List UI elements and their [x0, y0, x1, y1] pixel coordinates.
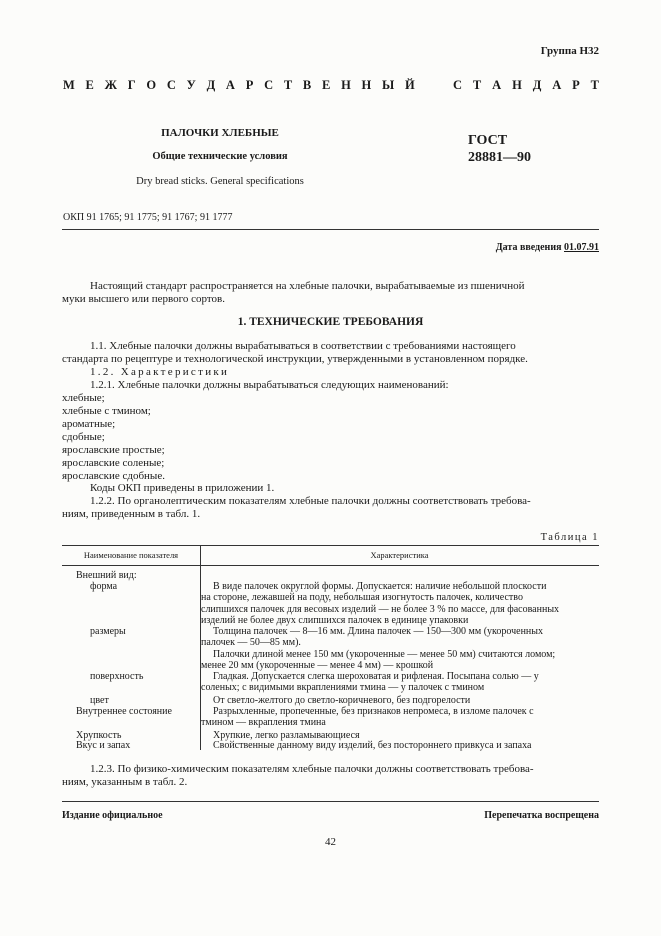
intro-line-2: муки высшего или первого сортов.: [62, 293, 225, 305]
banner-letter: Е: [321, 78, 331, 92]
table-row-characteristic-line: менее 20 мм (укороченные — менее 4 мм) — крошкой: [201, 659, 434, 671]
banner-letter: Ы: [382, 78, 395, 92]
document-subtitle: Общие технические условия: [152, 151, 288, 162]
table-1-caption: Таблица 1: [540, 532, 599, 543]
banner-letter: С: [264, 78, 274, 92]
p1-2-1: 1.2.1. Хлебные палочки должны вырабатываться следующих наименований:: [90, 379, 449, 391]
p1-1-line-1: 1.1. Хлебные палочки должны вырабатываться в соответствии с требованиями настоящего: [90, 340, 516, 352]
banner-letter: Й: [405, 78, 415, 92]
banner-letter: Р: [572, 78, 580, 92]
banner-letter: У: [186, 78, 196, 92]
banner-letter: В: [302, 78, 312, 92]
banner-letter: Т: [472, 78, 482, 92]
table-row-indicator: Внутреннее состояние: [76, 706, 172, 717]
table-row-characteristic-line: Разрыхленные, пропеченные, без признаков непромеса, в изломе палочек с: [213, 706, 534, 717]
table-row-characteristic-line: изделий не более двух слипшихся палочек в единице упаковки: [201, 614, 469, 626]
english-title: Dry bread sticks. General specifications: [136, 176, 304, 187]
table-row-indicator: Хрупкость: [76, 730, 122, 741]
p1-1-line-2: стандарта по рецептуре и технологической инструкции, утвержденными в установленном порядке.: [62, 353, 528, 365]
okp-codes: ОКП 91 1765; 91 1775; 91 1767; 91 1777: [63, 212, 233, 223]
banner-letter: Т: [283, 78, 293, 92]
intro-line-1: Настоящий стандарт распространяется на хлебные палочки, вырабатываемые из пшеничной: [90, 280, 525, 292]
effective-date: [496, 242, 599, 253]
p1-2-3-line-1: 1.2.3. По физико-химическим показателям хлебные палочки должны соответствовать требова-: [90, 763, 534, 775]
reprint-prohibited: Перепечатка воспрещена: [484, 810, 599, 821]
table-row-characteristic-line: тмином — вкрапления тмина: [201, 717, 326, 729]
p1-2-3-line-2: ниям, указанным в табл. 2.: [62, 776, 188, 788]
banner-letter: А: [552, 78, 562, 92]
banner-letter: Р: [245, 78, 254, 92]
stick-name-item: ароматные;: [62, 418, 116, 430]
gost-designation: [468, 132, 531, 166]
p1-2-heading: 1.2. Характеристики: [90, 366, 230, 378]
stick-name-item: хлебные с тмином;: [62, 405, 151, 417]
document-title: ПАЛОЧКИ ХЛЕБНЫЕ: [161, 127, 279, 139]
banner-letter: Е: [85, 78, 94, 92]
banner-letter: А: [492, 78, 502, 92]
table-row-characteristic-line: Гладкая. Допускается слегка шероховатая и рифленая. Посыпана солью — у: [213, 671, 539, 682]
banner-letter: Г: [127, 78, 136, 92]
date-label: Дата введения: [495, 242, 564, 253]
banner-letter: С: [166, 78, 176, 92]
page-number: 42: [325, 836, 336, 848]
official-edition: Издание официальное: [62, 810, 163, 821]
stick-name-item: сдобные;: [62, 431, 105, 443]
table-header-indicator: Наименование показателя: [83, 550, 179, 560]
stick-name-item: ярославские простые;: [62, 444, 165, 456]
banner-letter: А: [225, 78, 235, 92]
banner-letter: О: [146, 78, 157, 92]
table-row-characteristic-line: Палочки длиной менее 150 мм (укороченные — менее 50 мм) считаются ломом;: [213, 648, 556, 660]
banner-letter: Д: [532, 78, 542, 92]
table-row-indicator: форма: [90, 581, 118, 592]
banner-word-standard: [453, 78, 599, 93]
banner-letter: Д: [206, 78, 216, 92]
table-row-characteristic-line: слипшихся палочек для весовых изделий — не более 3 % по массе, для фасованных: [201, 603, 560, 615]
divider-footer: [62, 801, 599, 802]
table-row-characteristic-line: Хрупкие, легко разламывающиеся: [213, 730, 360, 741]
table-row-indicator: цвет: [90, 695, 109, 706]
banner-letter: С: [453, 78, 463, 92]
table-row-indicator: Вкус и запах: [76, 740, 131, 751]
okp-codes-note: Коды ОКП приведены в приложении 1.: [90, 482, 275, 494]
stick-name-item: ярославские сдобные.: [62, 470, 165, 482]
table-row-indicator: поверхность: [90, 671, 144, 682]
banner-word-interstate: [63, 78, 415, 93]
interstate-standard-banner: [63, 78, 599, 93]
banner-letter: Н: [361, 78, 372, 92]
banner-letter: М: [63, 78, 75, 92]
section-1-title: 1. ТЕХНИЧЕСКИЕ ТРЕБОВАНИЯ: [237, 316, 424, 328]
p1-2-2-line-1: 1.2.2. По органолептическим показателям хлебные палочки должны соответствовать требова-: [90, 495, 531, 507]
gost-label: ГОСТ: [468, 133, 508, 148]
table-row-characteristic-line: Толщина палочек — 8—16 мм. Длина палочек — 150—300 мм (укороченных: [213, 626, 544, 637]
group-code: Группа Н32: [540, 45, 599, 57]
table-header-rule: [62, 565, 599, 566]
banner-letter: Н: [512, 78, 522, 92]
banner-letter: Ж: [104, 78, 117, 92]
table-row-characteristic-line: соленых; с видимыми вкраплениями тмина — у палочек с тмином: [201, 682, 485, 694]
divider-top: [62, 229, 599, 230]
table-row-indicator: Внешний вид:: [76, 570, 137, 581]
date-value: 01.07.91: [564, 242, 599, 253]
table-row-characteristic-line: палочек — 50—85 мм).: [201, 637, 301, 649]
table-row-characteristic-line: Свойственные данному виду изделий, без постороннего привкуса и запаха: [213, 740, 532, 751]
banner-letter: Н: [341, 78, 351, 92]
p1-2-2-line-2: ниям, приведенным в табл. 1.: [62, 508, 201, 520]
table-row-indicator: размеры: [90, 626, 126, 637]
table-row-characteristic-line: на стороне, лежавшей на поду, небольшая изогнутость палочек, количество: [201, 592, 523, 604]
gost-number: 28881—90: [468, 150, 531, 165]
stick-name-item: хлебные;: [62, 392, 105, 404]
table-header-characteristic: Характеристика: [370, 550, 429, 560]
stick-name-item: ярославские соленые;: [62, 457, 165, 469]
table-row-characteristic-line: От светло-желтого до светло-коричневого, без подгорелости: [213, 695, 471, 706]
table-row-characteristic-line: В виде палочек округлой формы. Допускается: наличие небольшой плоскости: [213, 581, 547, 592]
banner-letter: Т: [590, 78, 599, 92]
table-top-rule: [62, 545, 599, 546]
